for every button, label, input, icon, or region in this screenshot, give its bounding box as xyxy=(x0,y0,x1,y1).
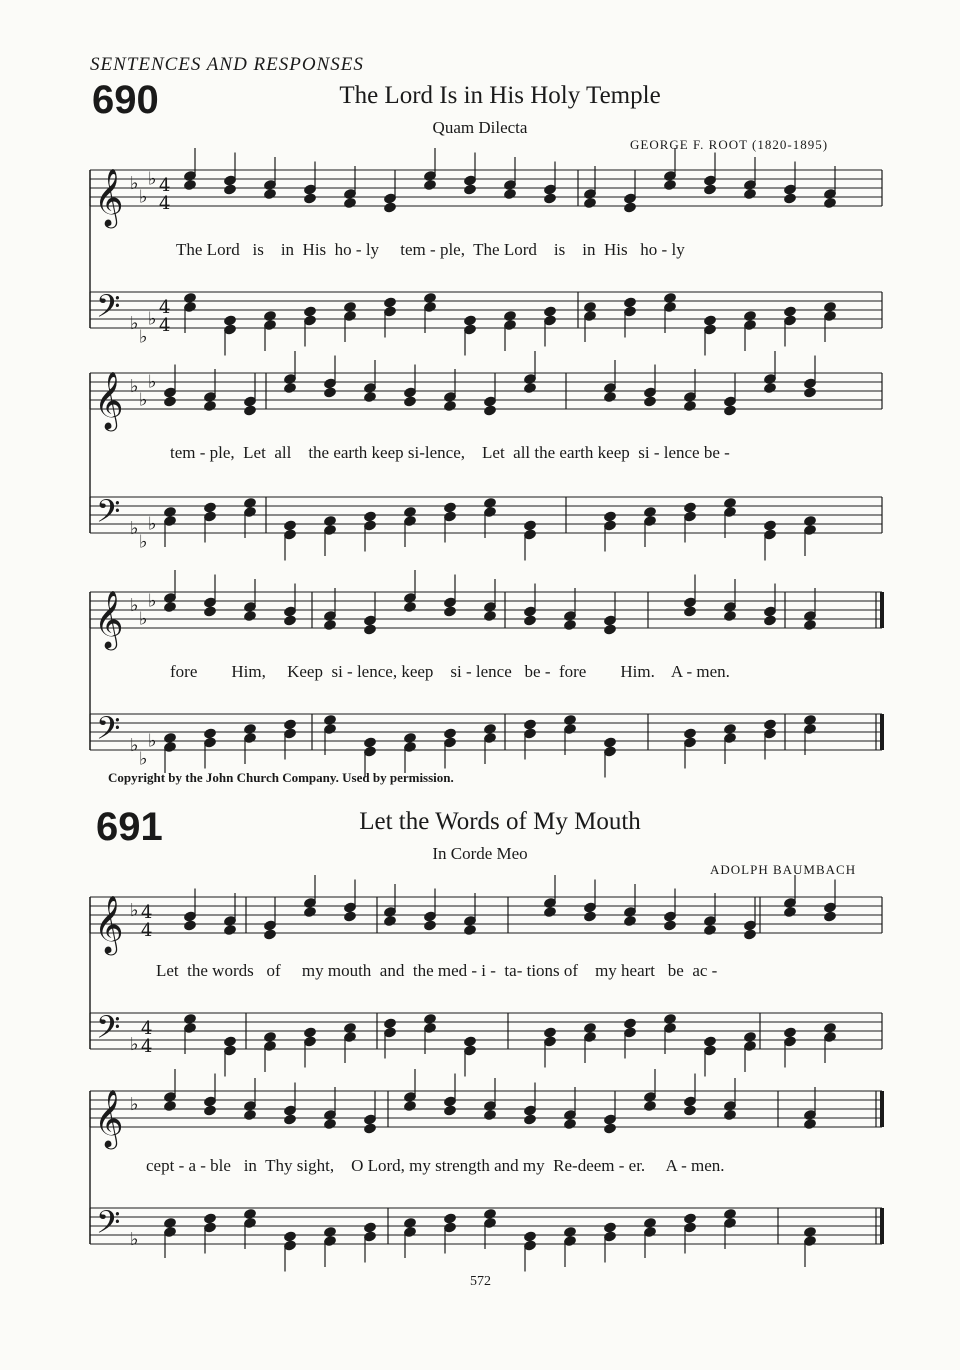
notehead xyxy=(563,714,576,725)
notehead xyxy=(483,610,496,621)
notehead xyxy=(443,1105,456,1116)
lyrics-line: Let the words of my mouth and the med - i - ta- tions of my heart be ac - xyxy=(156,961,718,980)
notehead xyxy=(823,1022,836,1033)
notehead xyxy=(443,606,456,617)
bass-clef-icon: 𝄢 xyxy=(96,288,121,332)
notehead xyxy=(203,400,216,411)
notehead xyxy=(303,306,316,317)
notehead xyxy=(283,615,296,626)
notehead xyxy=(223,1036,236,1047)
notehead xyxy=(783,306,796,317)
notehead xyxy=(443,502,456,513)
notehead xyxy=(403,1217,416,1228)
notehead xyxy=(583,911,596,922)
notehead xyxy=(523,1114,536,1125)
time-signature: 4 xyxy=(141,902,153,923)
time-signature: 4 xyxy=(159,193,171,214)
flat-icon: ♭ xyxy=(148,371,157,393)
flat-icon: ♭ xyxy=(130,518,139,539)
notehead xyxy=(723,610,736,621)
notehead xyxy=(283,719,296,730)
notehead xyxy=(163,1100,176,1111)
hymn-title: Let the Words of My Mouth xyxy=(359,808,641,835)
notehead xyxy=(403,732,416,743)
notehead xyxy=(243,1208,256,1219)
notehead xyxy=(163,1217,176,1228)
notehead xyxy=(243,1109,256,1120)
flat-icon: ♭ xyxy=(148,308,157,330)
notehead xyxy=(643,396,656,407)
section-label: SENTENCES AND RESPONSES xyxy=(90,54,364,75)
notehead xyxy=(323,515,336,526)
notehead xyxy=(203,1105,216,1116)
notehead xyxy=(423,292,436,303)
notehead xyxy=(323,1226,336,1237)
notehead xyxy=(623,202,636,213)
notehead xyxy=(743,1031,756,1042)
notehead xyxy=(383,297,396,308)
notehead xyxy=(763,719,776,730)
notehead xyxy=(283,1231,296,1242)
flat-icon: ♭ xyxy=(148,168,157,190)
notehead xyxy=(803,515,816,526)
notehead xyxy=(243,405,256,416)
notehead xyxy=(323,714,336,725)
notehead xyxy=(823,197,836,208)
bass-clef-icon: 𝄢 xyxy=(96,493,121,537)
notehead xyxy=(283,382,296,393)
notehead xyxy=(483,497,496,508)
notehead xyxy=(223,184,236,195)
notehead xyxy=(543,906,556,917)
treble-clef-icon: 𝄞 xyxy=(94,895,124,953)
notehead xyxy=(363,1222,376,1233)
hymn-subtitle: Quam Dilecta xyxy=(432,118,528,137)
lyrics-line: The Lord is in His ho - ly tem - ple, The Lord is in His ho - ly xyxy=(176,240,685,259)
notehead xyxy=(543,193,556,204)
notehead xyxy=(363,624,376,635)
notehead xyxy=(463,184,476,195)
notehead xyxy=(803,714,816,725)
flat-icon: ♭ xyxy=(130,313,139,334)
notehead xyxy=(443,1213,456,1224)
notehead xyxy=(183,1013,196,1024)
hymn-number: 691 xyxy=(96,805,163,849)
notehead xyxy=(403,601,416,612)
notehead xyxy=(783,906,796,917)
notehead xyxy=(783,193,796,204)
bass-clef-icon: 𝄢 xyxy=(96,1009,121,1053)
time-signature: 4 xyxy=(159,175,171,196)
notehead xyxy=(663,1013,676,1024)
notehead xyxy=(723,1208,736,1219)
notehead xyxy=(343,197,356,208)
notehead xyxy=(383,915,396,926)
notehead xyxy=(183,179,196,190)
notehead xyxy=(583,197,596,208)
flat-icon: ♭ xyxy=(130,1229,139,1250)
notehead xyxy=(543,306,556,317)
notehead xyxy=(623,1018,636,1029)
notehead xyxy=(323,619,336,630)
notehead xyxy=(263,310,276,321)
notehead xyxy=(723,723,736,734)
notehead xyxy=(683,502,696,513)
notehead xyxy=(163,732,176,743)
notehead xyxy=(183,920,196,931)
flat-icon: ♭ xyxy=(130,376,139,397)
notehead xyxy=(683,606,696,617)
time-signature: 4 xyxy=(141,920,153,941)
bass-clef-icon: 𝄢 xyxy=(96,1204,121,1248)
notehead xyxy=(563,1226,576,1237)
notehead xyxy=(683,400,696,411)
notehead xyxy=(723,1109,736,1120)
notehead xyxy=(323,387,336,398)
time-signature: 4 xyxy=(159,315,171,336)
flat-icon: ♭ xyxy=(139,748,148,770)
notehead xyxy=(363,511,376,522)
flat-icon: ♭ xyxy=(139,608,148,630)
notehead xyxy=(523,1231,536,1242)
notehead xyxy=(363,1123,376,1134)
notehead xyxy=(483,405,496,416)
lyrics-line: cept - a - ble in Thy sight, O Lord, my strength and my Re-deem - er. A - men. xyxy=(146,1156,725,1175)
notehead xyxy=(263,188,276,199)
notehead xyxy=(343,1022,356,1033)
flat-icon: ♭ xyxy=(130,1034,139,1055)
notehead xyxy=(663,292,676,303)
hymn-title: The Lord Is in His Holy Temple xyxy=(339,82,661,109)
notehead xyxy=(603,1222,616,1233)
notehead xyxy=(683,728,696,739)
notehead xyxy=(463,315,476,326)
notehead xyxy=(403,396,416,407)
notehead xyxy=(363,737,376,748)
notehead xyxy=(643,1217,656,1228)
lyrics-line: tem - ple, Let all the earth keep si-lence, Let all the earth keep si - lence be - xyxy=(170,443,730,462)
notehead xyxy=(603,737,616,748)
notehead xyxy=(523,520,536,531)
flat-icon: ♭ xyxy=(139,531,148,553)
composer: ADOLPH BAUMBACH xyxy=(710,862,857,877)
notehead xyxy=(643,1100,656,1111)
notehead xyxy=(463,924,476,935)
notehead xyxy=(563,1118,576,1129)
notehead xyxy=(303,193,316,204)
notehead xyxy=(383,1018,396,1029)
notehead xyxy=(423,1013,436,1024)
notehead xyxy=(663,179,676,190)
flat-icon: ♭ xyxy=(139,326,148,348)
notehead xyxy=(283,520,296,531)
notehead xyxy=(503,188,516,199)
lyrics-line: fore Him, Keep si - lence, keep si - lence be - fore Him. A - men. xyxy=(170,662,730,681)
flat-icon: ♭ xyxy=(139,389,148,411)
notehead xyxy=(783,1027,796,1038)
notehead xyxy=(263,1031,276,1042)
notehead xyxy=(383,202,396,213)
notehead xyxy=(203,502,216,513)
notehead xyxy=(803,387,816,398)
notehead xyxy=(743,929,756,940)
hymn-number: 690 xyxy=(92,78,159,122)
notehead xyxy=(683,1105,696,1116)
notehead xyxy=(723,497,736,508)
notehead xyxy=(743,188,756,199)
notehead xyxy=(243,497,256,508)
notehead xyxy=(443,400,456,411)
notehead xyxy=(603,624,616,635)
notehead xyxy=(303,906,316,917)
notehead xyxy=(223,924,236,935)
notehead xyxy=(703,924,716,935)
notehead xyxy=(343,911,356,922)
notehead xyxy=(603,391,616,402)
flat-icon: ♭ xyxy=(139,186,148,208)
treble-clef-icon: 𝄞 xyxy=(94,371,124,429)
flat-icon: ♭ xyxy=(148,590,157,612)
notehead xyxy=(243,610,256,621)
time-signature: 4 xyxy=(159,297,171,318)
notehead xyxy=(303,1027,316,1038)
notehead xyxy=(583,301,596,312)
hymn-subtitle: In Corde Meo xyxy=(432,844,528,863)
flat-icon: ♭ xyxy=(130,735,139,756)
notehead xyxy=(763,615,776,626)
notehead xyxy=(423,179,436,190)
flat-icon: ♭ xyxy=(130,900,139,921)
notehead xyxy=(523,615,536,626)
notehead xyxy=(203,1213,216,1224)
notehead xyxy=(483,723,496,734)
notehead xyxy=(343,301,356,312)
notehead xyxy=(543,1027,556,1038)
copyright-notice: Copyright by the John Church Company. Used by permission. xyxy=(108,770,454,785)
notehead xyxy=(463,1036,476,1047)
notehead xyxy=(443,728,456,739)
notehead xyxy=(623,297,636,308)
bass-clef-icon: 𝄢 xyxy=(96,710,121,754)
notehead xyxy=(703,315,716,326)
notehead xyxy=(243,723,256,734)
notehead xyxy=(703,184,716,195)
treble-clef-icon: 𝄞 xyxy=(94,1089,124,1147)
notehead xyxy=(523,719,536,730)
notehead xyxy=(403,1100,416,1111)
notehead xyxy=(663,920,676,931)
notehead xyxy=(483,1208,496,1219)
treble-clef-icon: 𝄞 xyxy=(94,168,124,226)
notehead xyxy=(203,606,216,617)
notehead xyxy=(183,292,196,303)
time-signature: 4 xyxy=(141,1036,153,1057)
notehead xyxy=(363,391,376,402)
notehead xyxy=(483,1109,496,1120)
notehead xyxy=(563,619,576,630)
notehead xyxy=(803,1226,816,1237)
notehead xyxy=(803,619,816,630)
notehead xyxy=(743,310,756,321)
notehead xyxy=(603,1123,616,1134)
notehead xyxy=(643,506,656,517)
notehead xyxy=(603,511,616,522)
notehead xyxy=(803,1118,816,1129)
flat-icon: ♭ xyxy=(130,173,139,194)
notehead xyxy=(523,382,536,393)
notehead xyxy=(623,915,636,926)
flat-icon: ♭ xyxy=(148,513,157,535)
notehead xyxy=(323,1118,336,1129)
notehead xyxy=(403,506,416,517)
notehead xyxy=(683,1213,696,1224)
treble-clef-icon: 𝄞 xyxy=(94,590,124,648)
flat-icon: ♭ xyxy=(148,730,157,752)
page-number: 572 xyxy=(470,1274,491,1289)
notehead xyxy=(203,728,216,739)
composer: GEORGE F. ROOT (1820-1895) xyxy=(630,137,829,152)
flat-icon: ♭ xyxy=(130,1094,139,1115)
notehead xyxy=(163,506,176,517)
notehead xyxy=(163,601,176,612)
notehead xyxy=(823,911,836,922)
notehead xyxy=(263,929,276,940)
notehead xyxy=(163,396,176,407)
notehead xyxy=(223,315,236,326)
notehead xyxy=(583,1022,596,1033)
notehead xyxy=(823,301,836,312)
notehead xyxy=(763,520,776,531)
notehead xyxy=(723,405,736,416)
flat-icon: ♭ xyxy=(130,595,139,616)
notehead xyxy=(503,310,516,321)
notehead xyxy=(703,1036,716,1047)
time-signature: 4 xyxy=(141,1018,153,1039)
notehead xyxy=(283,1114,296,1125)
notehead xyxy=(763,382,776,393)
notehead xyxy=(423,920,436,931)
